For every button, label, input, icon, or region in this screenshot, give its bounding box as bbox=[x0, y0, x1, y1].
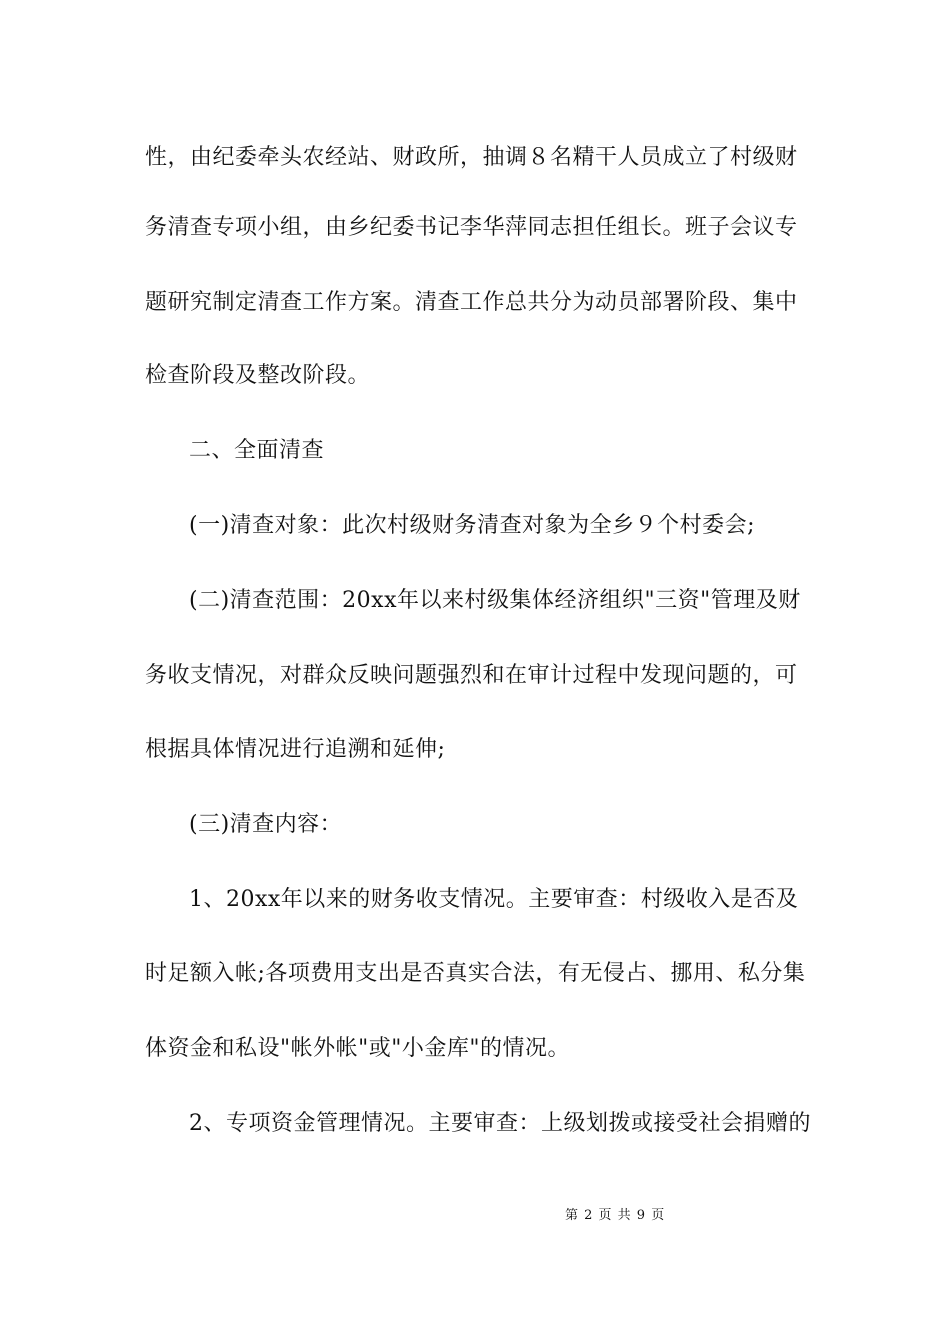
paragraph-line: 1、20xx年以来的财务收支情况。主要审查：村级收入是否及 bbox=[189, 887, 799, 912]
paragraph-line: 体资金和私设"帐外帐"或"小金库"的情况。 bbox=[145, 1036, 570, 1061]
paragraph-line: 根据具体情况进行追溯和延伸; bbox=[145, 737, 446, 762]
paragraph-line: 务收支情况，对群众反映问题强烈和在审计过程中发现问题的，可 bbox=[145, 663, 798, 688]
paragraph-line: 题研究制定清查工作方案。清查工作总共分为动员部署阶段、集中 bbox=[145, 290, 798, 315]
paragraph-line: (一)清查对象：此次村级财务清查对象为全乡９个村委会; bbox=[189, 513, 756, 538]
paragraph-line: 务清查专项小组，由乡纪委书记李华萍同志担任组长。班子会议专 bbox=[145, 215, 798, 240]
paragraph-line: 2、专项资金管理情况。主要审查：上级划拨或接受社会捐赠的 bbox=[189, 1111, 811, 1136]
paragraph-line: (二)清查范围：20xx年以来村级集体经济组织"三资"管理及财 bbox=[189, 588, 801, 613]
paragraph-line: 性，由纪委牵头农经站、财政所，抽调８名精干人员成立了村级财 bbox=[145, 145, 798, 170]
paragraph-line: 时足额入帐;各项费用支出是否真实合法，有无侵占、挪用、私分集 bbox=[145, 961, 806, 986]
section-heading: 二、全面清查 bbox=[189, 438, 325, 463]
page-number: 第 2 页 共 9 页 bbox=[565, 1208, 666, 1223]
paragraph-line: (三)清查内容： bbox=[189, 812, 343, 837]
paragraph-line: 检查阶段及整改阶段。 bbox=[145, 363, 371, 388]
